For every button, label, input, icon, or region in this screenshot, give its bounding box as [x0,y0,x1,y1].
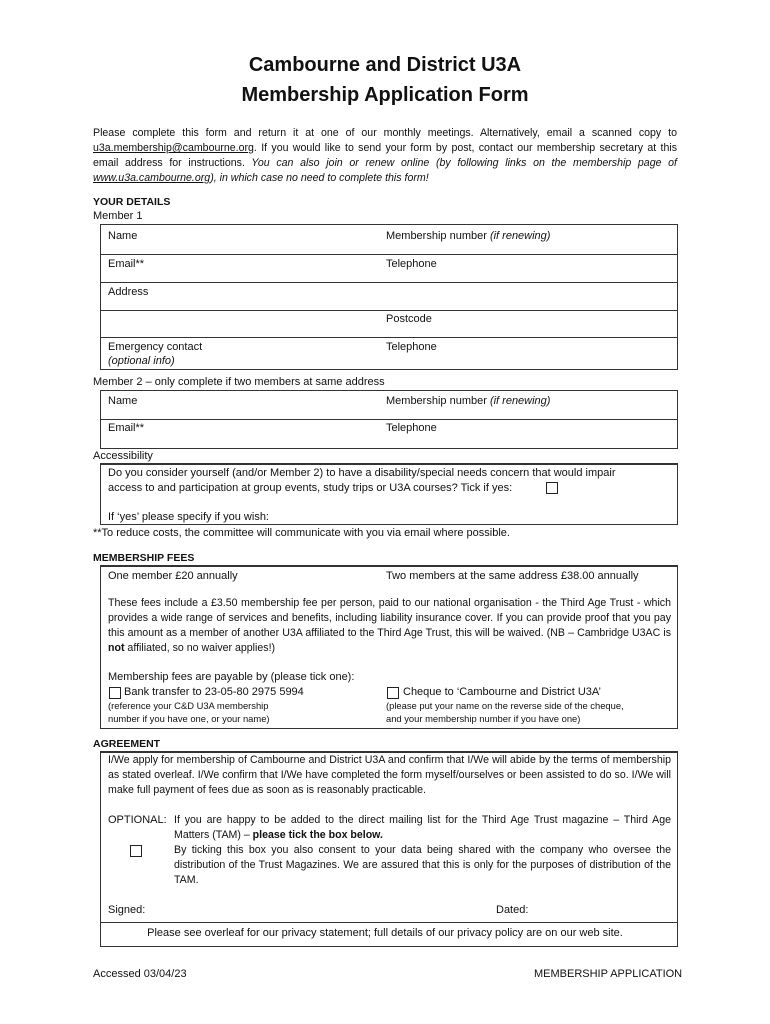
membership-fees-heading: MEMBERSHIP FEES [93,552,195,564]
m1-optional-info-label: (optional info) [108,355,175,367]
form-title-line1: Cambourne and District U3A [248,54,522,76]
m1-email-label: Email** [108,258,145,270]
one-member-fee: One member £20 annually [108,570,238,582]
accessibility-question-line2: access to and participation at group events, study trips or U3A courses? Tick if yes: [108,482,513,494]
footer-form-name: MEMBERSHIP APPLICATION [534,968,683,980]
m1-emergency-contact-label: Emergency contact [108,341,203,353]
signed-label: Signed: [108,904,146,916]
cheque-label: Cheque to ‘Cambourne and District U3A’ [403,686,601,698]
cheque-note-2: and your membership number if you have one) [386,713,581,724]
payable-by-label: Membership fees are payable by (please tick one): [108,671,355,683]
intro-text-2: . If you would like to send your form by post, contact our membership secretary at this email address for instructions. [93,142,677,169]
dated-label: Dated: [496,904,529,916]
accessibility-checkbox[interactable] [546,482,558,494]
m2-telephone-label: Telephone [386,422,437,434]
accessed-date: Accessed 03/04/23 [93,968,187,980]
cheque-checkbox[interactable] [387,687,399,699]
fees-info-paragraph: These fees include a £3.50 membership fee per person, paid to our national organisation - the Third Age Trust - which provides a wide range of services and benefits, including liability insurance cover. If you can provide proof that you pay this amount as a member of another U3A affiliated to the Third Age Trust, this will be waived. (NB – Cambridge U3AC is not affiliated, so no waiver applies!) [108,597,671,654]
agreement-text: I/We apply for membership of Cambourne and District U3A and confirm that I/We will abide by the terms of membership as stated overleaf. I/We confirm that I/We have completed the form myself/ourselves or been assisted to do so. I/We will make full payment of fees due as soon as is reasonably practicable. [108,754,671,796]
bank-transfer-note-1: (reference your C&D U3A membership [108,700,269,711]
membership-email-link[interactable]: u3a.membership@cambourne.org [93,142,254,154]
intro-text-1: Please complete this form and return it at one of our monthly meetings. Alternatively, email a scanned copy to [93,127,677,139]
bank-transfer-label: Bank transfer to 23-05-80 2975 5994 [124,686,304,698]
m1-name-label: Name [108,230,138,242]
agreement-heading: AGREEMENT [93,738,161,750]
m2-email-label: Email** [108,422,145,434]
intro-text-4: ), in which case no need to complete this form! [210,172,429,184]
two-members-fee: Two members at the same address £38.00 annually [386,570,639,582]
intro-paragraph [93,126,677,186]
member2-label: Member 2 – only complete if two members at same address [93,376,385,388]
m1-emergency-telephone-label: Telephone [386,341,437,353]
m1-address-label: Address [108,286,149,298]
tam-mailing-checkbox[interactable] [130,845,142,857]
optional-text-1: If you are happy to be added to the direct mailing list for the Third Age Trust magazine – Third Age Matters (TAM) – please tick the box below. [174,814,671,841]
optional-text-2: By ticking this box you also consent to your data being shared with the company who oversee the distribution of the Trust Magazines. We are assured that this is only for the purposes of distribution of the TAM. [174,844,671,886]
website-link[interactable]: www.u3a.cambourne.org [93,172,211,184]
accessibility-specify-label: If ‘yes’ please specify if you wish: [108,511,269,523]
accessibility-heading: Accessibility [93,450,153,462]
accessibility-question-line1: Do you consider yourself (and/or Member 2) to have a disability/special needs concern that would impair [108,467,616,479]
m2-membership-number-label: Membership number (if renewing) [386,395,551,407]
intro-text-3: You can also join or renew online (by following links on the membership page of [244,157,677,169]
bank-transfer-note-2: number if you have one, or your name) [108,713,270,724]
email-footnote: **To reduce costs, the committee will communicate with you via email where possible. [93,527,510,539]
member1-label: Member 1 [93,210,143,222]
optional-label: OPTIONAL: [108,814,167,826]
bank-transfer-checkbox[interactable] [109,687,121,699]
cheque-note-1: (please put your name on the reverse side of the cheque, [386,700,624,711]
form-title-line2: Membership Application Form [241,84,529,106]
privacy-note: Please see overleaf for our privacy statement; full details of our privacy policy are on our web site. [147,927,623,939]
m2-name-label: Name [108,395,138,407]
m1-telephone-label: Telephone [386,258,437,270]
m1-membership-number-label: Membership number (if renewing) [386,230,551,242]
your-details-heading: YOUR DETAILS [93,196,171,208]
m1-postcode-label: Postcode [386,313,432,325]
